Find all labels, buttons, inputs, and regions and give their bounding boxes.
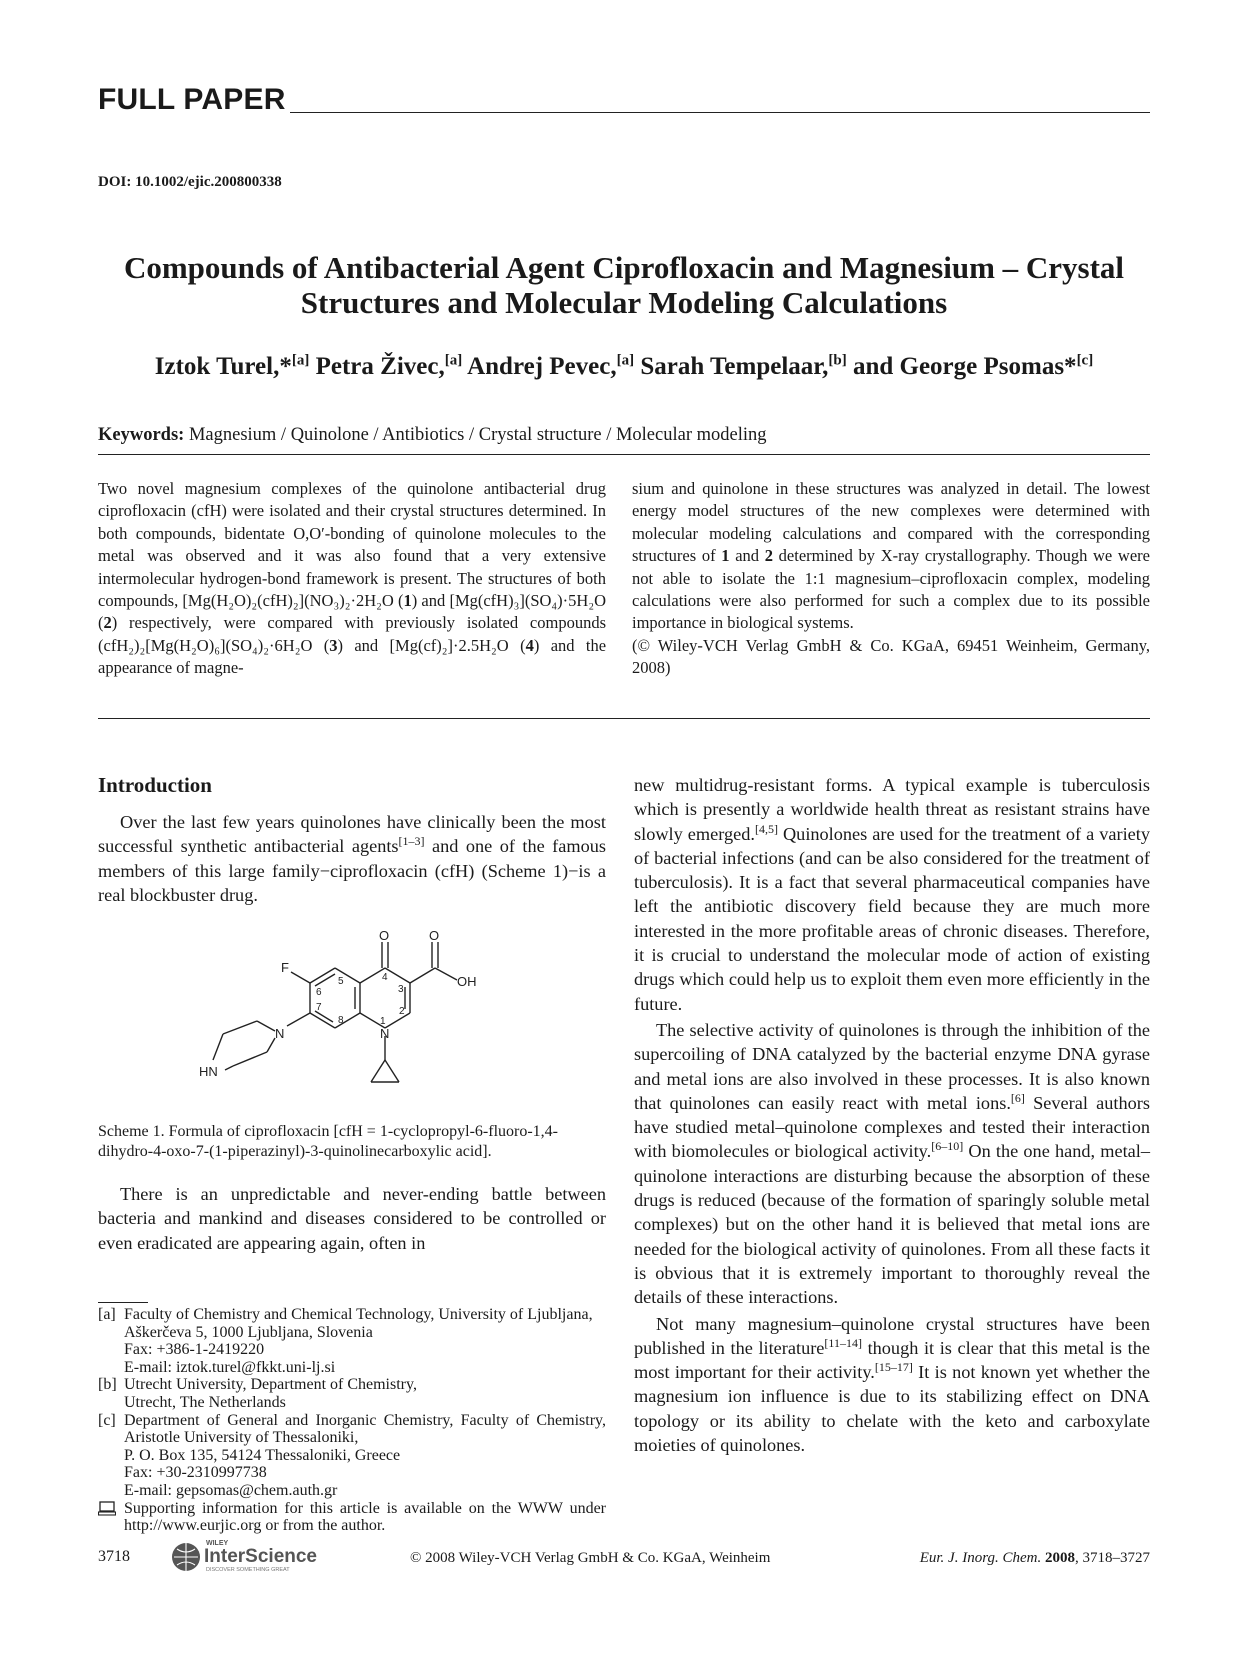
compound-number: 1 [721, 546, 730, 566]
position-label: 7 [316, 1002, 322, 1013]
abstract-text: respectively, were compared with previously isolated compounds [129, 613, 606, 633]
abstract-rule [98, 718, 1150, 719]
body-text: The selective activity of quinolones is through the inhibition of the supercoiling of DNA catalyzed by the bacterial enzyme DNA gyrase and metal ions are also involved in these processes. It is also known that quinolones can easily react with metal ions. [634, 1019, 1150, 1113]
header-label: FULL PAPER [98, 84, 290, 116]
formula: [Mg(cf)₂]·2.5H₂O [389, 635, 509, 655]
abstract-paragraph [632, 478, 1150, 635]
position-label: 2 [399, 1006, 405, 1017]
journal-pages: , 3718–3727 [1075, 1550, 1150, 1566]
position-label: 8 [338, 1015, 344, 1026]
author-affiliation: [a] [616, 352, 635, 369]
compound-number: 1 [403, 591, 412, 611]
section-header [98, 84, 1150, 116]
atom-label: F [281, 960, 289, 975]
position-label: 6 [316, 987, 322, 998]
abstract-text: sium and quinolone in these structures was analyzed in detail. The lowest energy model structures of the new complexes were determined with molecular modeling calculations and compared with the corresponding structures of [632, 479, 1150, 566]
formula: (cfH₂)₂[Mg(H₂O)₆](SO₄)₂·6H₂O [98, 635, 313, 655]
supporting-info-text: Supporting information for this article is available on the WWW under http://www.eurjic.org or from the author. [124, 1499, 606, 1535]
page-number: 3718 [98, 1548, 130, 1565]
abstract-right [632, 478, 1150, 680]
author-affiliation: [a] [291, 352, 310, 369]
computer-icon [98, 1500, 124, 1535]
compound-number: 3 [329, 635, 338, 655]
author-name: Sarah Tempelaar, [640, 353, 829, 380]
intro-left-column-2 [98, 1182, 606, 1255]
globe-icon [172, 1543, 200, 1571]
author-name: and George Psomas* [852, 353, 1077, 380]
affiliation-a [98, 1306, 606, 1376]
affiliation-line: E-mail: gepsomas@chem.auth.gr [124, 1481, 338, 1499]
atom-label: OH [457, 974, 477, 989]
title-line-2: Structures and Molecular Modeling Calculations [300, 285, 948, 320]
logo-tagline: DISCOVER SOMETHING GREAT [206, 1567, 290, 1573]
author-affiliation: [a] [444, 352, 463, 369]
intro-left-column [98, 810, 606, 907]
logo-text: InterScience [204, 1546, 317, 1567]
author-name: Andrej Pevec, [467, 353, 617, 380]
compound-number: 4 [525, 635, 534, 655]
atom-label: N [380, 1026, 390, 1041]
position-label: 3 [398, 984, 404, 995]
abstract-text: and [421, 591, 446, 611]
citation: [6–10] [931, 1139, 964, 1154]
compound-number: 2 [103, 613, 112, 633]
author-list [98, 352, 1150, 382]
keywords-rule [98, 454, 1150, 455]
scheme-caption: Scheme 1. Formula of ciprofloxacin [cfH = 1-cyclopropyl-6-fluoro-1,4-dihydro-4-oxo-7-(1-piperazinyl)-3-quinolinecarboxylic acid]. [98, 1123, 558, 1160]
affiliation-key: [a] [98, 1306, 116, 1323]
abstract-text: determined by X-ray crystallography. Though we were not able to isolate the 1:1 magnesium–ciprofloxacin complex, modeling calculations were also performed for such a complex due to its possible importance in biological systems. [632, 546, 1150, 633]
abstract-copyright: (© Wiley-VCH Verlag GmbH & Co. KGaA, 69451 Weinheim, Germany, 2008) [632, 635, 1150, 678]
author-name: Petra Živec, [315, 353, 445, 380]
affiliation-line: Fax: +30-2310997738 [124, 1464, 267, 1482]
journal-citation [890, 1550, 1150, 1567]
formula: [Mg(H₂O)₂(cfH)₂](NO₃)₂·2H₂O [182, 591, 394, 611]
citation: [4,5] [754, 821, 778, 836]
body-paragraph [634, 773, 1150, 1016]
citation: [1–3] [398, 834, 425, 849]
compound-number: 2 [764, 546, 773, 566]
abstract-text: and the appearance of magne- [98, 635, 607, 678]
abstract-text: and [735, 546, 760, 566]
affiliation-line: Fax: +386-1-2419220 [124, 1341, 265, 1359]
affiliation-key: [b] [98, 1376, 117, 1394]
affiliation-line: E-mail: iztok.turel@fkkt.uni-lj.si [124, 1358, 336, 1376]
doi: DOI: 10.1002/ejic.200800338 [98, 174, 282, 190]
body-text: Not many magnesium–quinolone crystal structures have been published in the literature [634, 1313, 1150, 1358]
body-text: Over the last few years quinolones have clinically been the most successful synthetic antibacterial agents [98, 812, 606, 857]
formula: [Mg(cfH)₃](SO₄)·5H₂O [449, 591, 607, 611]
author-name: Iztok Turel,* [154, 353, 292, 380]
title-line-1: Compounds of Antibacterial Agent Ciprofloxacin and Magnesium – Crystal [123, 250, 1125, 285]
position-label: 5 [338, 976, 344, 987]
intro-right-column [634, 773, 1150, 1457]
affiliation-c [98, 1412, 606, 1500]
body-text: though it is clear that this metal is the most important for their activity. [634, 1337, 1150, 1383]
logo-small-text: WILEY [206, 1540, 229, 1547]
position-label: 1 [380, 1016, 386, 1027]
affiliation-b [98, 1376, 606, 1411]
keywords-text: Magnesium / Quinolone / Antibiotics / Crystal structure / Molecular modeling [188, 425, 767, 445]
keywords [98, 425, 766, 446]
supporting-info [98, 1500, 606, 1535]
position-label: 4 [382, 972, 388, 983]
body-text: It is not known yet whether the magnesium ion influence is due to its stabilizing effect on DNA topology or its ability to chelate with the keto and carboxylate moieties of quinolones. [634, 1362, 1150, 1456]
affiliation-line: Utrecht, The Netherlands [124, 1393, 286, 1411]
affiliation-line: Faculty of Chemistry and Chemical Technology, University of Ljubljana, [124, 1306, 593, 1323]
affiliation-line: Department of General and Inorganic Chemistry, Faculty of Chemistry, Aristotle University of Thessaloniki, [124, 1411, 606, 1447]
body-text: Several authors have studied metal–quinolone complexes and tested their interaction with biomolecules or biological activity. [634, 1092, 1150, 1162]
journal-year: 2008 [1045, 1550, 1075, 1566]
paper-title [98, 250, 1150, 320]
section-heading: Introduction [98, 773, 212, 797]
body-text: new multidrug-resistant forms. A typical example is tuberculosis which is presently a worldwide health threat as resistant strains have slowly emerged. [634, 775, 1150, 844]
abstract-text: and [354, 635, 379, 655]
body-text: On the one hand, metal–quinolone interactions are disturbing because the absorption of these drugs is reduced (because of the formation of sparingly soluble metal complexes) but on the other hand it is believed that metal ions are needed for the biological activity of quinolones. From all these facts it is obvious that it is extremely important to thoroughly reveal the details of these interactions. [634, 1141, 1150, 1308]
body-paragraph: There is an unpredictable and never-ending battle between bacteria and mankind and diseases considered to be controlled or even eradicated are appearing again, often in [98, 1184, 606, 1253]
atom-label: O [429, 928, 440, 943]
journal-name: Eur. J. Inorg. Chem. [919, 1550, 1042, 1566]
atom-label: HN [199, 1064, 218, 1079]
atom-label: N [275, 1026, 285, 1041]
footnote-rule [98, 1302, 148, 1303]
interscience-logo [168, 1535, 358, 1580]
atom-label: O [379, 928, 390, 943]
body-paragraph [98, 810, 606, 907]
body-paragraph [634, 1018, 1150, 1310]
affiliation-key: [c] [98, 1411, 116, 1429]
citation: [6] [1010, 1090, 1025, 1105]
keywords-label: Keywords: [98, 425, 185, 445]
author-affiliation: [b] [828, 352, 847, 369]
citation: [15–17] [874, 1360, 913, 1375]
body-text: Quinolones are used for the treatment of a variety of bacterial infections (and can be also considered for the treatment of tuberculosis). It is a fact that several pharmaceutical companies have left the antibiotic discovery field because they are much more interested in the more profitable areas of chronic diseases. Therefore, it is crucial to understand the molecular mode of action of existing drugs which could help us to exploit them even more efficiently in the future. [634, 823, 1151, 1014]
abstract-text: Two novel magnesium complexes of the quinolone antibacterial drug ciprofloxacin (cfH) were isolated and their crystal structures determined. In both compounds, bidentate O,O′-bonding of quinolone molecules to the metal was observed and it was also found that a very extensive intermolecular hydrogen-bond framework is present. The structures of both compounds, [98, 479, 606, 611]
body-text: and one of the famous members of this large family−ciprofloxacin (cfH) (Scheme 1)−is a real blockbuster drug. [98, 836, 606, 905]
footer-copyright: © 2008 Wiley-VCH Verlag GmbH & Co. KGaA, Weinheim [410, 1550, 771, 1566]
citation: [11–14] [824, 1335, 862, 1350]
body-paragraph [634, 1312, 1150, 1458]
affiliation-line: Aškerčeva 5, 1000 Ljubljana, Slovenia [124, 1323, 373, 1341]
author-affiliation: [c] [1076, 352, 1094, 369]
affiliation-line: P. O. Box 135, 54124 Thessaloniki, Greece [124, 1446, 401, 1464]
abstract-paragraph: Two novel magnesium complexes of the quinolone antibacterial drug ciprofloxacin (cfH) were isolated and their crystal structures determined. In both compounds, bidentate O,O′-bonding of quinolone molecules to the metal was observed and it was also found that a very extensive intermolecular hydrogen-bond framework is present. The structures of both compounds, [Mg(H₂O)₂(cfH)₂](NO₃)₂·2H₂O (1) and [Mg(cfH)₃](SO₄)·5H₂O (2) respectively, were compared with previously isolated compounds (cfH₂)₂[Mg(H₂O)₆](SO₄)₂·6H₂O (3) and [Mg(cf)₂]·2.5H₂O (4) and the appearance of magne- [98, 479, 607, 678]
ciprofloxacin-structure [195, 928, 515, 1108]
affiliation-line: Utrecht University, Department of Chemistry, [124, 1376, 417, 1394]
abstract-left [98, 478, 606, 680]
affiliations [98, 1306, 606, 1535]
